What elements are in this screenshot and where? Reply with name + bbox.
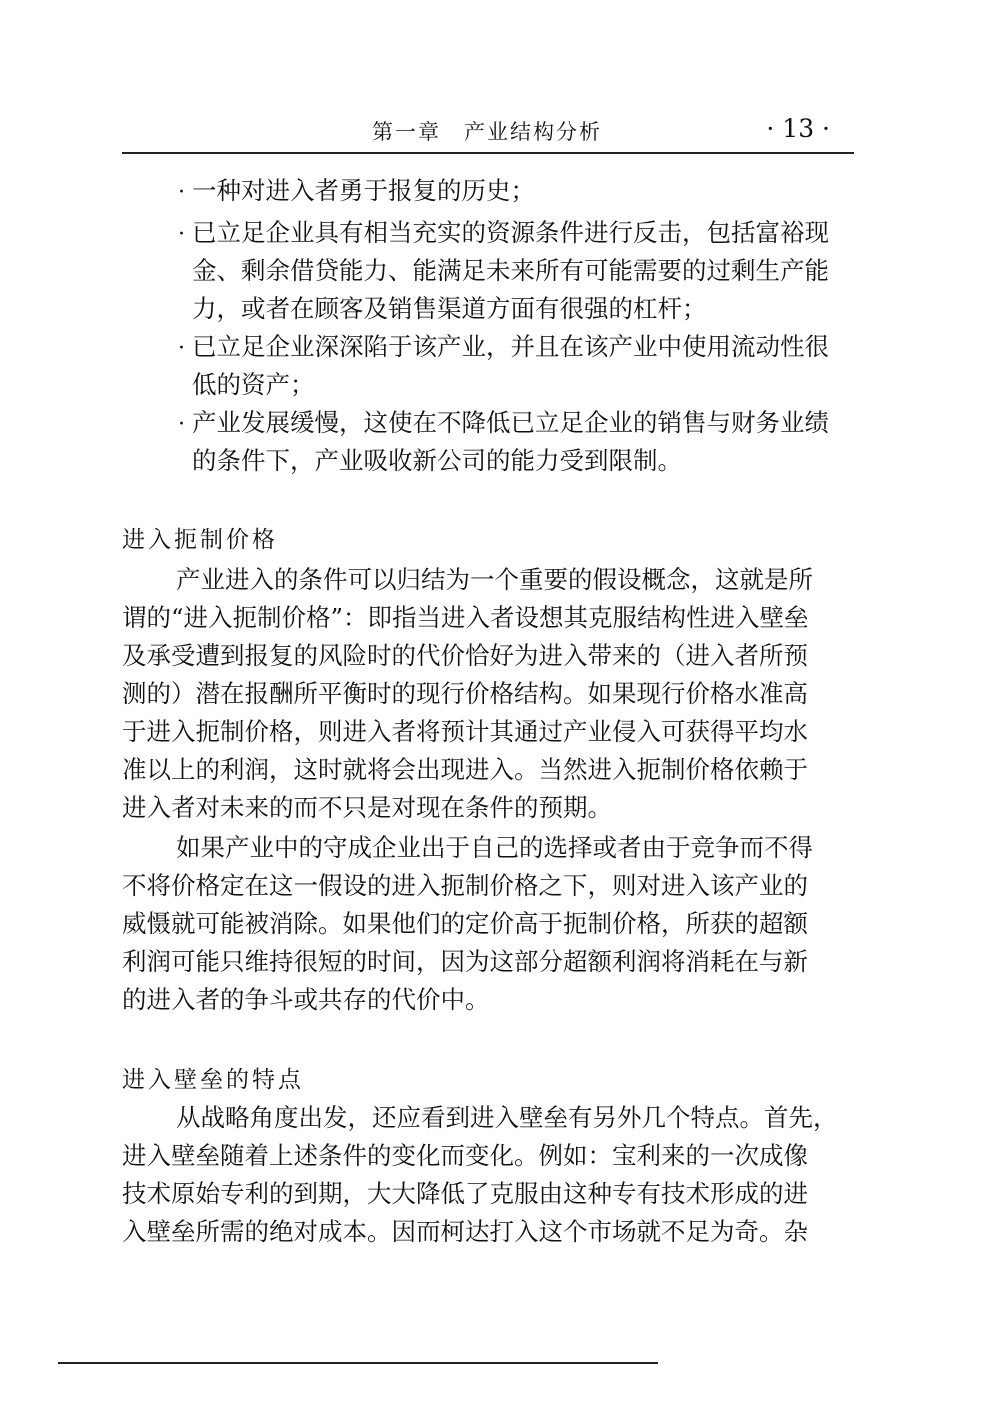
- paragraph-line: 入壁垒所需的绝对成本。因而柯达打入这个市场就不足为奇。杂: [122, 1217, 808, 1246]
- footer-rule: [58, 1362, 658, 1364]
- chapter-title: 第一章 产业结构分析: [372, 120, 602, 144]
- bullet-1-line-1: 一种对进入者勇于报复的历史；: [192, 176, 535, 205]
- paragraph-line: 测的）潜在报酬所平衡时的现行价格结构。如果现行价格水准高: [122, 679, 808, 708]
- bullet-2-line-3: 力，或者在顾客及销售渠道方面有很强的杠杆；: [192, 294, 707, 323]
- paragraph-line: 利润可能只维持很短的时间，因为这部分超额利润将消耗在与新: [122, 947, 808, 976]
- paragraph-line: 进入者对未来的而不只是对现在条件的预期。: [122, 793, 612, 822]
- paragraph-line: 及承受遭到报复的风险时的代价恰好为进入带来的（进入者所预: [122, 641, 808, 670]
- bullet-marker: ·: [178, 412, 185, 437]
- running-header: [122, 112, 854, 154]
- paragraph-line: 不将价格定在这一假设的进入扼制价格之下，则对进入该产业的: [122, 871, 808, 900]
- paragraph-line: 如果产业中的守成企业出于自己的选择或者由于竞争而不得: [176, 833, 813, 862]
- bullet-4-line-1: 产业发展缓慢，这使在不降低已立足企业的销售与财务业绩: [192, 408, 829, 437]
- bullet-3-line-2: 低的资产；: [192, 370, 315, 399]
- section-heading: 进入扼制价格: [122, 527, 278, 553]
- paragraph-line: 于进入扼制价格，则进入者将预计其通过产业侵入可获得平均水: [122, 717, 808, 746]
- paragraph-line: 产业进入的条件可以归结为一个重要的假设概念，这就是所: [176, 565, 813, 594]
- paragraph-line: 从战略角度出发，还应看到进入壁垒有另外几个特点。首先，: [176, 1103, 838, 1132]
- bullet-marker: ·: [178, 180, 185, 205]
- page-number: · 13 ·: [766, 114, 830, 143]
- bullet-3-line-1: 已立足企业深深陷于该产业，并且在该产业中使用流动性很: [192, 332, 829, 361]
- paragraph-line: 谓的“进入扼制价格”：即指当进入者设想其克服结构性进入壁垒: [122, 603, 809, 632]
- bullet-2-line-2: 金、剩余借贷能力、能满足未来所有可能需要的过剩生产能: [192, 256, 829, 285]
- paragraph-line: 技术原始专利的到期，大大降低了克服由这种专有技术形成的进: [122, 1179, 808, 1208]
- paragraph-line: 进入壁垒随着上述条件的变化而变化。例如：宝利来的一次成像: [122, 1141, 808, 1170]
- paragraph-line: 的进入者的争斗或共存的代价中。: [122, 985, 490, 1014]
- paragraph-line: 威慑就可能被消除。如果他们的定价高于扼制价格，所获的超额: [122, 909, 808, 938]
- bullet-marker: ·: [178, 336, 185, 361]
- bullet-2-line-1: 已立足企业具有相当充实的资源条件进行反击，包括富裕现: [192, 218, 829, 247]
- bullet-4-line-2: 的条件下，产业吸收新公司的能力受到限制。: [192, 446, 682, 475]
- paragraph-line: 准以上的利润，这时就将会出现进入。当然进入扼制价格依赖于: [122, 755, 808, 784]
- bullet-marker: ·: [178, 222, 185, 247]
- section-heading: 进入壁垒的特点: [122, 1067, 304, 1093]
